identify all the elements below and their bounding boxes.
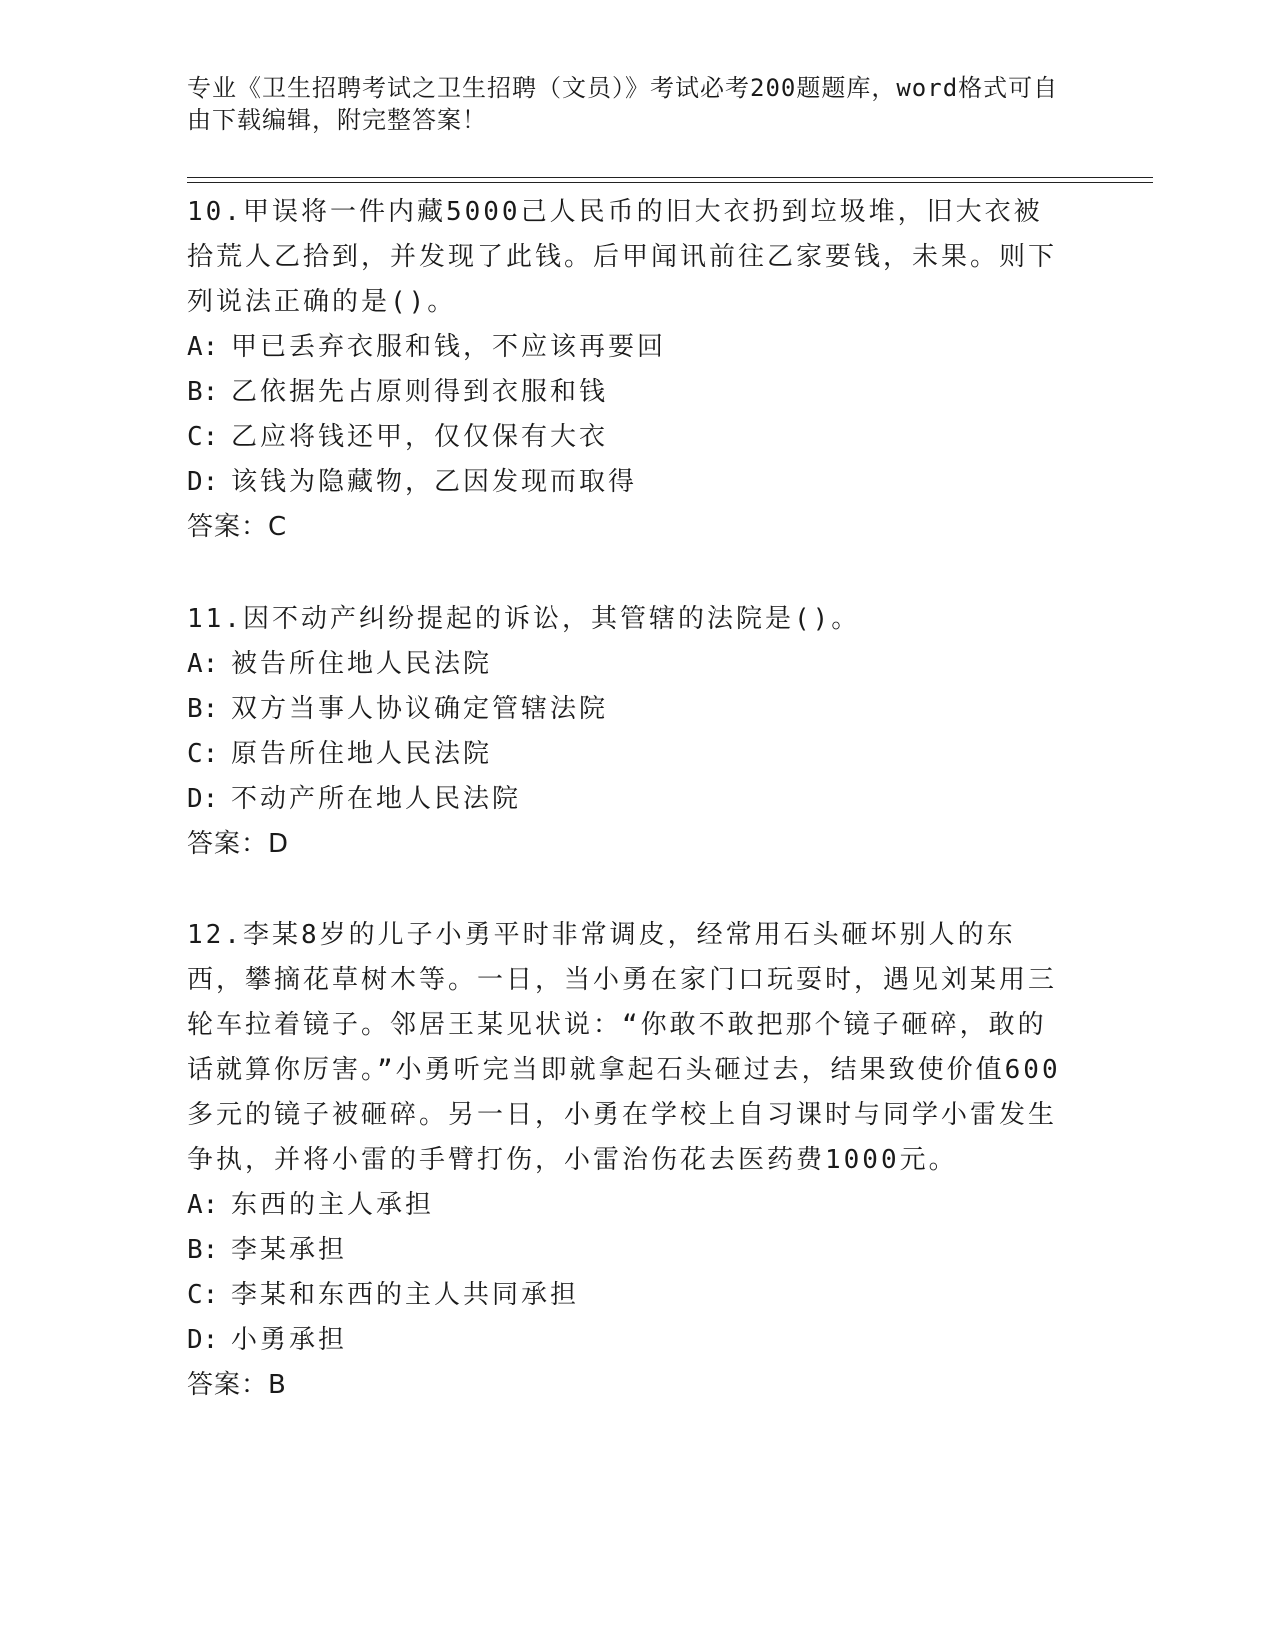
option-text: 小勇承担 xyxy=(231,1325,348,1355)
header-divider-top xyxy=(187,177,1153,178)
option-c xyxy=(187,1273,1067,1318)
option-text: 甲已丢弃衣服和钱，不应该再要回 xyxy=(231,332,667,362)
option-b xyxy=(187,370,1067,415)
option-d xyxy=(187,460,1067,505)
option-text: 乙应将钱还甲，仅仅保有大衣 xyxy=(231,422,609,452)
option-b xyxy=(187,687,1067,732)
answer-line: 答案：D xyxy=(187,829,290,859)
option-text: 不动产所在地人民法院 xyxy=(231,784,522,814)
question-stem: 12.李某8岁的儿子小勇平时非常调皮，经常用石头砸坏别人的东西，攀摘花草树木等。一日，当小勇在家门口玩耍时，遇见刘某用三轮车拉着镜子。邻居王某见状说：“你敢不敢把那个镜子砸碎，敢的话就算你厉害。”小勇听完当即就拿起石头砸过去，结果致使价值600多元的镜子被砸碎。另一日，小勇在学校上自习课时与同学小雷发生争执，并将小雷的手臂打伤，小雷治伤花去医药费1000元。 xyxy=(187,920,1061,1175)
option-key: B: xyxy=(187,694,219,724)
question-11 xyxy=(187,597,1067,867)
option-d xyxy=(187,777,1067,822)
option-d xyxy=(187,1318,1067,1363)
option-key: C: xyxy=(187,422,219,452)
option-key: B: xyxy=(187,1235,219,1265)
option-key: B: xyxy=(187,377,219,407)
option-c xyxy=(187,732,1067,777)
option-key: A: xyxy=(187,1190,219,1220)
option-key: C: xyxy=(187,1280,219,1310)
question-stem: 11.因不动产纠纷提起的诉讼，其管辖的法院是()。 xyxy=(187,604,861,634)
option-text: 原告所住地人民法院 xyxy=(231,739,493,769)
option-a xyxy=(187,1183,1067,1228)
answer-line: 答案：B xyxy=(187,1370,287,1400)
option-text: 被告所住地人民法院 xyxy=(231,649,493,679)
option-text: 李某承担 xyxy=(231,1235,348,1265)
header-divider-bottom xyxy=(187,182,1153,183)
option-key: D: xyxy=(187,467,219,497)
option-b xyxy=(187,1228,1067,1273)
option-text: 双方当事人协议确定管辖法院 xyxy=(231,694,609,724)
question-stem: 10.甲误将一件内藏5000己人民币的旧大衣扔到垃圾堆，旧大衣被拾荒人乙拾到，并发现了此钱。后甲闻讯前往乙家要钱，未果。则下列说法正确的是()。 xyxy=(187,197,1058,317)
option-a xyxy=(187,325,1067,370)
option-text: 该钱为隐藏物，乙因发现而取得 xyxy=(231,467,638,497)
question-10 xyxy=(187,190,1067,550)
option-c xyxy=(187,415,1067,460)
option-text: 李某和东西的主人共同承担 xyxy=(231,1280,580,1310)
option-text: 东西的主人承担 xyxy=(231,1190,435,1220)
document-intro: 专业《卫生招聘考试之卫生招聘（文员）》考试必考200题题库，word格式可自由下载编辑，附完整答案！ xyxy=(187,74,1059,134)
answer-line: 答案：C xyxy=(187,512,288,542)
option-key: A: xyxy=(187,332,219,362)
option-key: D: xyxy=(187,784,219,814)
question-12 xyxy=(187,913,1067,1408)
option-key: A: xyxy=(187,649,219,679)
option-key: C: xyxy=(187,739,219,769)
option-key: D: xyxy=(187,1325,219,1355)
option-a xyxy=(187,642,1067,687)
option-text: 乙依据先占原则得到衣服和钱 xyxy=(231,377,609,407)
